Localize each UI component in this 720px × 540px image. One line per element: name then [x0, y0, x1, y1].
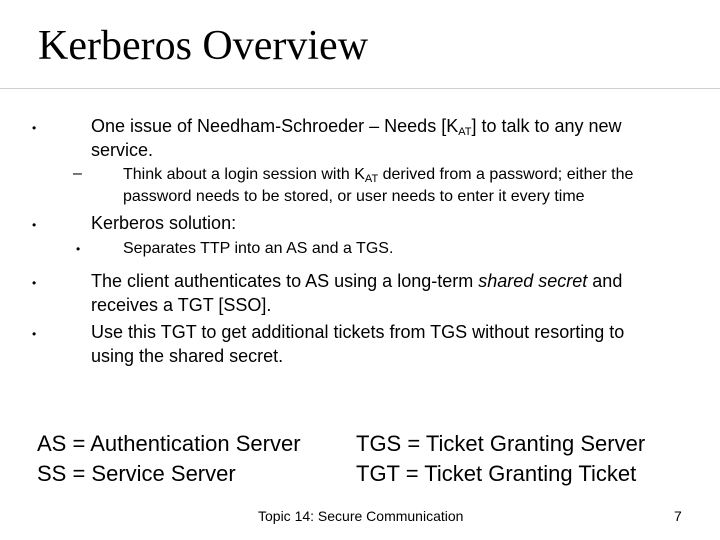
glossary-tgs: TGS = Ticket Granting Server	[356, 431, 646, 456]
bullet-marker: •	[32, 218, 37, 232]
bullet-text-continued: receives a TGT [SSO].	[91, 295, 272, 315]
sub-bullet-text: Separates TTP into an AS and a TGS.	[123, 240, 394, 257]
sub-bullet-marker: –	[73, 165, 82, 182]
glossary-left	[37, 429, 301, 489]
slide-title: Kerberos Overview	[38, 23, 369, 69]
sub-bullet-text-continued: password needs to be stored, or user needs to enter it every time	[123, 188, 585, 205]
bullet-text: One issue of Needham-Schroeder – Needs $[K_{AT}]$ to talk to any new	[91, 116, 622, 138]
bullet-marker: •	[32, 327, 37, 341]
footer-topic: Topic 14: Secure Communication	[258, 508, 464, 524]
bullet-text: The client authenticates to AS using a long-term shared secret and	[91, 271, 623, 291]
bullet-text-continued: using the shared secret.	[91, 346, 284, 366]
bullet-text: Kerberos solution:	[91, 213, 237, 233]
glossary-right	[356, 429, 645, 489]
page-number: 7	[674, 508, 682, 524]
bullet-text: Use this TGT to get additional tickets from TGS without resorting to	[91, 322, 625, 342]
glossary-ss: SS = Service Server	[37, 461, 236, 486]
glossary-tgt: TGT = Ticket Granting Ticket	[356, 461, 637, 486]
bullet-text-continued: service.	[91, 140, 154, 160]
sub-bullet-marker: •	[76, 242, 81, 256]
bullet-marker: •	[32, 121, 37, 135]
glossary-as: AS = Authentication Server	[37, 431, 301, 456]
sub-bullet-text: Think about a login session with $K_{AT}$ derived from a password; either the	[123, 166, 634, 185]
title-divider	[0, 88, 720, 89]
bullet-marker: •	[32, 276, 37, 290]
